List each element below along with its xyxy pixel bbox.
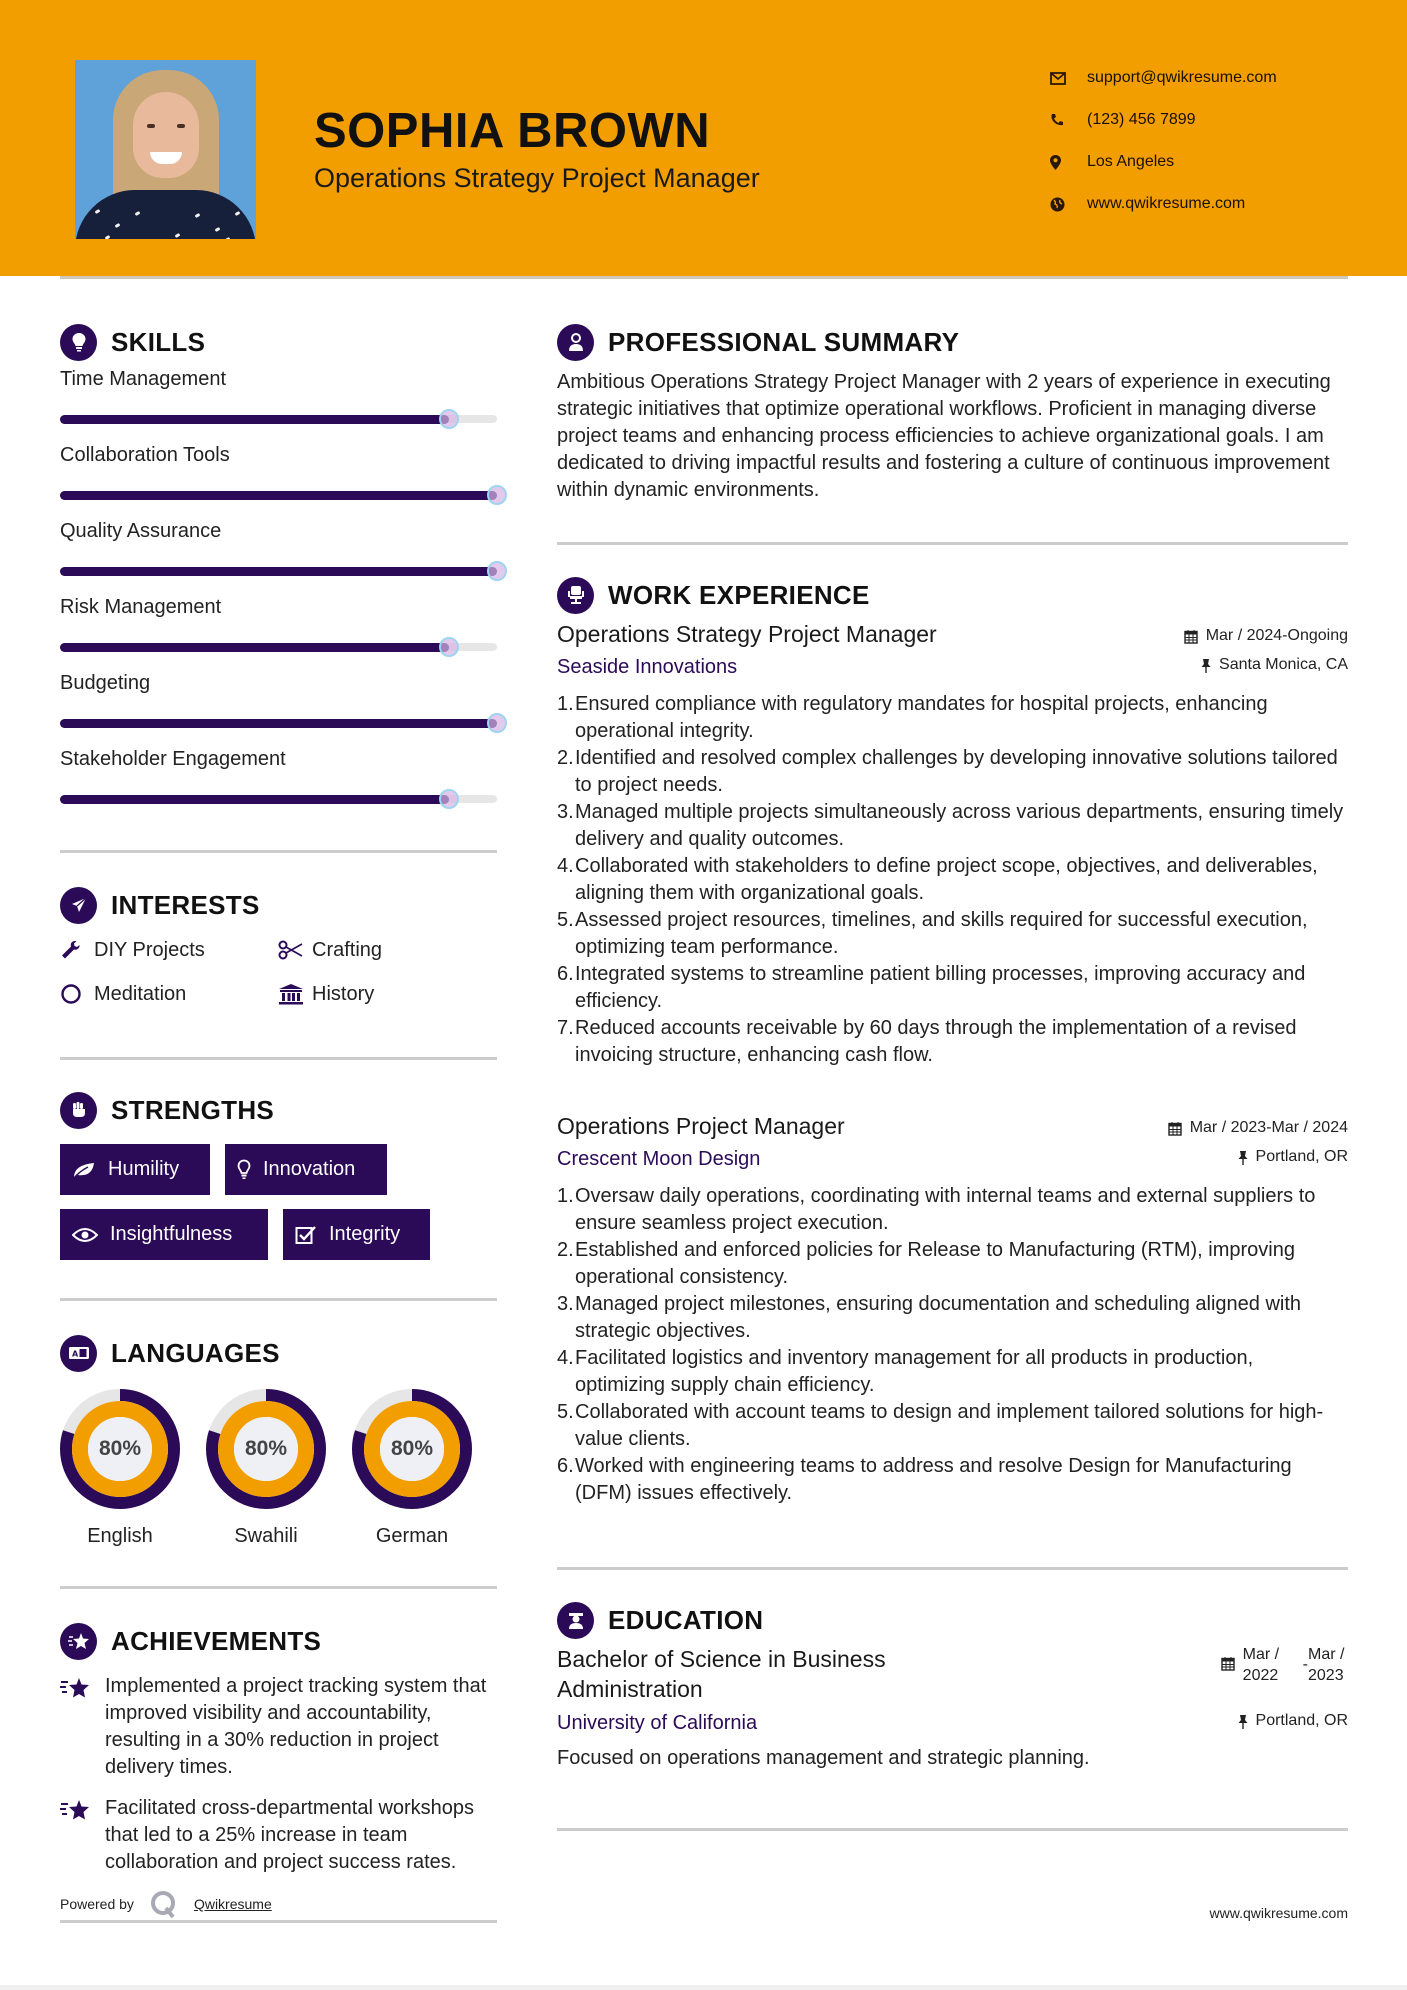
- interest-item: History: [278, 977, 496, 1011]
- skill-knob: [487, 561, 507, 581]
- achievement-item: Implemented a project tracking system that improved visibility and accountability, resulting in a 30% reduction in project delivery times.: [60, 1673, 497, 1781]
- skill-meter: [60, 394, 497, 440]
- candidate-name: SOPHIA BROWN: [314, 104, 711, 158]
- bullet-item: 3. Managed multiple projects simultaneously across various departments, ensuring timely delivery and quality outcomes.: [557, 801, 1344, 850]
- skill-knob: [487, 485, 507, 505]
- bullet-item: 3. Managed project milestones, ensuring documentation and scheduling aligned with strategic objectives.: [557, 1293, 1302, 1342]
- languages-list: [60, 1389, 497, 1548]
- job-bullets: [557, 1183, 1348, 1507]
- shooting-star-icon: [60, 1673, 105, 1781]
- company-name: Seaside Innovations: [557, 656, 738, 678]
- skill-meter: [60, 470, 497, 516]
- summary-text: Ambitious Operations Strategy Project Manager with 2 years of experience in executing strategic initiatives that optimize operational workflows. Proficient in managing diverse project teams and enhancing process efficiencies to achieve organizational goals. I am dedicated to driving impactful results and fostering a culture of continuous improvement within dynamic environments.: [557, 371, 1331, 501]
- skill-knob: [439, 789, 459, 809]
- phone-icon: [1050, 113, 1087, 127]
- skill-item: Stakeholder Engagement: [60, 744, 497, 820]
- pushpin-icon: [1238, 1714, 1248, 1729]
- skill-meter: [60, 698, 497, 744]
- scissors-icon: [278, 940, 312, 960]
- skill-knob: [439, 409, 459, 429]
- candidate-title: Operations Strategy Project Manager: [314, 163, 760, 193]
- language-donut: 80%: [206, 1389, 326, 1509]
- skill-item: Collaboration Tools: [60, 440, 497, 516]
- svg-text:A: A: [71, 1349, 78, 1359]
- pushpin-icon: [1201, 658, 1211, 673]
- language-donut: 80%: [60, 1389, 180, 1509]
- section-divider: [60, 1298, 497, 1301]
- bullet-item: 6. Worked with engineering teams to address and resolve Design for Manufacturing (DFM) issues effectively.: [557, 1455, 1292, 1504]
- contact-list: [1050, 57, 1277, 225]
- shooting-star-icon: [60, 1795, 105, 1876]
- skills-heading: SKILLS: [60, 320, 497, 364]
- check-square-icon: [295, 1225, 317, 1245]
- language-item: 80% German: [352, 1389, 472, 1548]
- interest-item: Meditation: [60, 977, 278, 1011]
- skills-list: [60, 364, 497, 820]
- calendar-icon: [1184, 629, 1198, 644]
- strength-tag: Integrity: [283, 1209, 430, 1260]
- bullet-item: 1. Oversaw daily operations, coordinating with internal teams and external suppliers to ensure seamless project execution.: [557, 1185, 1316, 1234]
- wrench-icon: [60, 939, 94, 961]
- languages-heading: A LANGUAGES: [60, 1331, 497, 1375]
- bullet-item: 1. Ensured compliance with regulatory mandates for hospital projects, enhancing operational integrity.: [557, 693, 1268, 742]
- job-bullets: [557, 691, 1348, 1069]
- education-dates: Mar / 2022 - Mar / 2023: [1221, 1644, 1348, 1686]
- lightbulb-icon: [60, 324, 97, 361]
- skill-item: Quality Assurance: [60, 516, 497, 592]
- strength-tag: Humility: [60, 1144, 210, 1195]
- section-divider: [60, 1586, 497, 1589]
- strengths-list: [60, 1144, 497, 1260]
- skill-meter: [60, 622, 497, 668]
- job-location: Santa Monica, CA: [1201, 656, 1348, 674]
- lightbulb-icon: [237, 1159, 251, 1181]
- header-banner: [0, 0, 1407, 276]
- bullet-item: 4. Collaborated with stakeholders to define project scope, objectives, and deliverables, aligning them with organizational goals.: [557, 855, 1318, 904]
- bullet-item: 2. Identified and resolved complex challenges by developing innovative solutions tailored to project needs.: [557, 747, 1338, 796]
- section-divider: [557, 542, 1348, 545]
- skill-meter: [60, 546, 497, 592]
- job-entry: [557, 1113, 1348, 1507]
- school-name: University of California: [557, 1712, 758, 1734]
- contact-phone[interactable]: (123) 456 7899: [1050, 99, 1277, 141]
- skill-item: Budgeting: [60, 668, 497, 744]
- language-donut: 80%: [352, 1389, 472, 1509]
- skill-item: Time Management: [60, 364, 497, 440]
- skill-knob: [487, 713, 507, 733]
- fist-icon: [60, 1092, 97, 1129]
- language-item: 80% Swahili: [206, 1389, 326, 1548]
- experience-heading: WORK EXPERIENCE: [557, 573, 1348, 617]
- map-marker-icon: [1050, 155, 1087, 170]
- section-divider: [557, 1828, 1348, 1831]
- achievements-heading: ACHIEVEMENTS: [60, 1619, 497, 1663]
- qwikresume-link[interactable]: Qwikresume: [193, 1896, 272, 1912]
- museum-icon: [278, 983, 312, 1005]
- job-location: Portland, OR: [1238, 1148, 1348, 1166]
- interests-list: [60, 933, 497, 1011]
- bullet-item: 4. Facilitated logistics and inventory management for all products in production, optimizing supply chain efficiency.: [557, 1347, 1254, 1396]
- star-badge-icon: [60, 1623, 97, 1660]
- section-divider: [557, 1567, 1348, 1570]
- circle-icon: [60, 983, 94, 1005]
- strengths-heading: STRENGTHS: [60, 1088, 497, 1132]
- education-location: Portland, OR: [1238, 1712, 1348, 1730]
- envelope-icon: [1050, 72, 1087, 85]
- strength-tag: Insightfulness: [60, 1209, 268, 1260]
- profile-photo: [75, 60, 256, 239]
- contact-email[interactable]: support@qwikresume.com: [1050, 57, 1277, 99]
- interest-item: Crafting: [278, 933, 496, 967]
- bullet-item: 7. Reduced accounts receivable by 60 days through the implementation of a revised invoicing structure, enhancing cash flow.: [557, 1017, 1297, 1066]
- language-item: 80% English: [60, 1389, 180, 1548]
- skill-meter: [60, 774, 497, 820]
- translate-icon: [60, 1335, 97, 1372]
- strength-tag: Innovation: [225, 1144, 387, 1195]
- job-entry: [557, 621, 1348, 1069]
- achievement-item: Facilitated cross-departmental workshops that led to a 25% increase in team collaboration and project success rates.: [60, 1795, 497, 1876]
- globe-icon: [1050, 197, 1087, 212]
- left-column: [60, 320, 497, 1923]
- graduate-icon: [557, 1602, 594, 1639]
- paper-plane-icon: [60, 887, 97, 924]
- powered-by: Powered by Qwikresume: [60, 1890, 497, 1918]
- calendar-icon: [1221, 1656, 1235, 1671]
- summary-heading: PROFESSIONAL SUMMARY: [557, 320, 1348, 364]
- skill-knob: [439, 637, 459, 657]
- pushpin-icon: [1238, 1150, 1248, 1165]
- office-chair-icon: [557, 577, 594, 614]
- header-divider: [60, 276, 1348, 279]
- bullet-item: 6. Integrated systems to streamline patient billing processes, improving accuracy and efficiency.: [557, 963, 1306, 1012]
- contact-website[interactable]: www.qwikresume.com: [1050, 183, 1277, 225]
- job-title: Operations Project Manager: [557, 1113, 845, 1139]
- leaf-icon: [72, 1161, 96, 1179]
- interest-item: DIY Projects: [60, 933, 278, 967]
- page-bottom-edge: [0, 1985, 1407, 1990]
- bullet-item: 5. Collaborated with account teams to design and implement tailored solutions for high-value clients.: [557, 1401, 1324, 1450]
- footer-url[interactable]: www.qwikresume.com: [1209, 1905, 1348, 1921]
- eye-icon: [72, 1227, 98, 1243]
- company-name: Crescent Moon Design: [557, 1148, 761, 1170]
- interests-heading: INTERESTS: [60, 883, 497, 927]
- education-entry: [557, 1644, 1348, 1772]
- bullet-item: 2. Established and enforced policies for Release to Manufacturing (RTM), improving operational consistency.: [557, 1239, 1295, 1288]
- section-divider: [60, 1920, 497, 1923]
- qwikresume-logo-icon: [150, 1890, 178, 1918]
- section-divider: [60, 1057, 497, 1060]
- education-heading: EDUCATION: [557, 1598, 1348, 1642]
- achievements-list: [60, 1673, 497, 1876]
- calendar-icon: [1168, 1121, 1182, 1136]
- contact-location: Los Angeles: [1050, 141, 1277, 183]
- bullet-item: 5. Assessed project resources, timelines, and skills required for successful execution, optimizing team performance.: [557, 909, 1308, 958]
- skill-item: Risk Management: [60, 592, 497, 668]
- user-icon: [557, 324, 594, 361]
- right-column: [557, 320, 1348, 1831]
- section-divider: [60, 850, 497, 853]
- degree-title: Bachelor of Science in Business Administration: [557, 1646, 886, 1702]
- job-title: Operations Strategy Project Manager: [557, 621, 937, 647]
- education-description: Focused on operations management and strategic planning.: [557, 1747, 1090, 1769]
- job-dates: Mar / 2023-Mar / 2024: [1168, 1119, 1348, 1137]
- job-dates: Mar / 2024-Ongoing: [1184, 627, 1348, 645]
